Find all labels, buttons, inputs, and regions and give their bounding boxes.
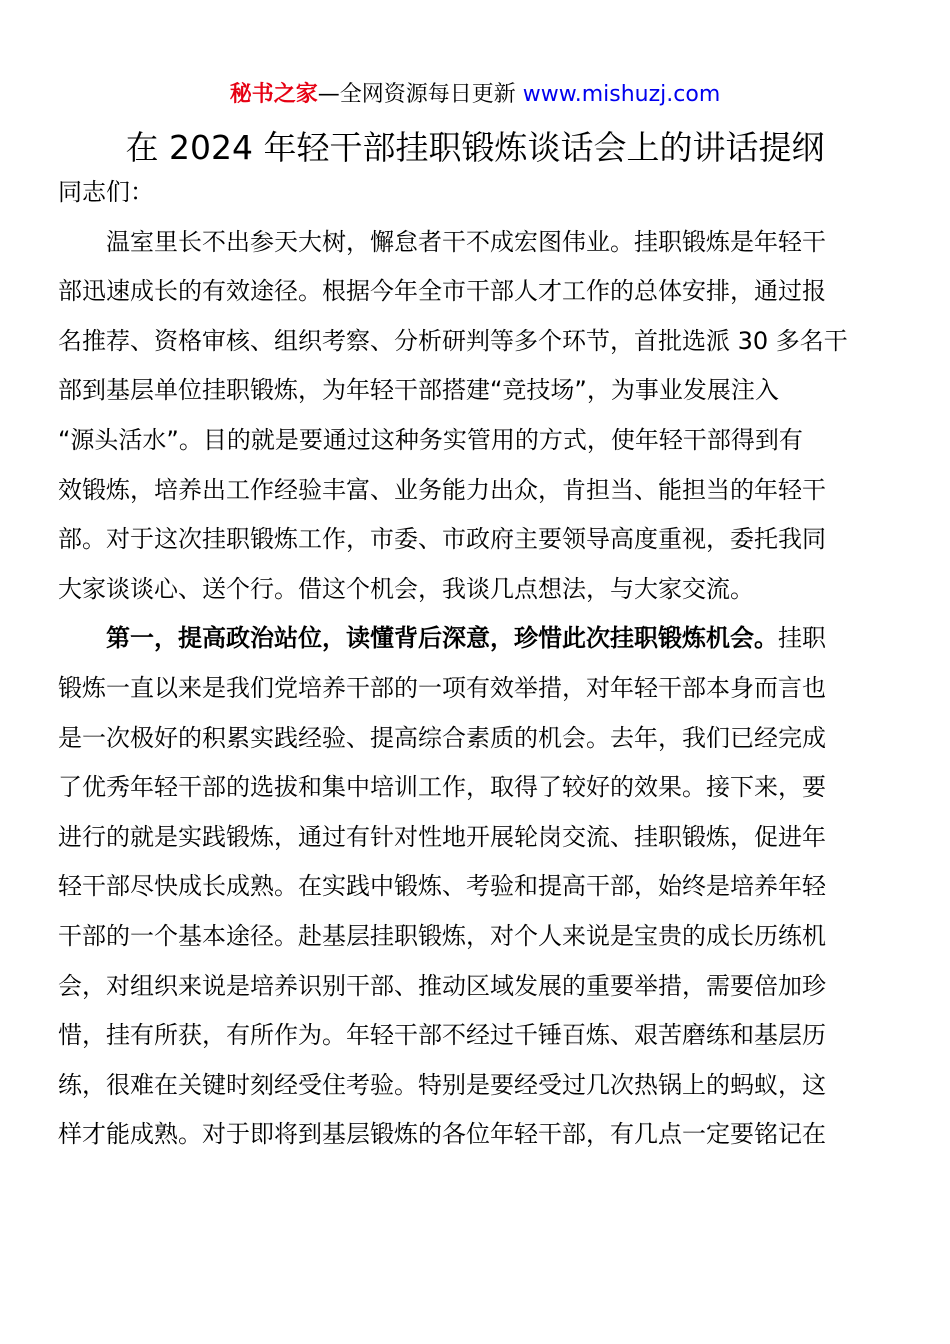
section-heading-line [58,614,888,664]
paragraph-line: 部。对于这次挂职锻炼工作，市委、市政府主要领导高度重视，委托我同 [58,525,826,554]
document-body [58,168,888,1160]
paragraph-line: 样才能成熟。对于即将到基层锻炼的各位年轻干部，有几点一定要铭记在 [58,1120,826,1149]
site-tagline: —全网资源每日更新 [317,82,523,107]
site-url-link[interactable]: www.mishuzj.com [522,82,721,107]
paragraph-line: 了优秀年轻干部的选拔和集中培训工作，取得了较好的效果。接下来，要 [58,773,826,802]
section-heading: 第一，提高政治站位，读懂背后深意，珍惜此次挂职锻炼机会。 [106,624,778,653]
paragraph-line: 练，很难在关键时刻经受住考验。特别是要经受过几次热锅上的蚂蚁，这 [58,1070,826,1099]
document-title: 在 2024 年轻干部挂职锻炼谈话会上的讲话提纲 [125,128,825,167]
paragraph-line: 是一次极好的积累实践经验、提高综合素质的机会。去年，我们已经完成 [58,723,826,752]
paragraph-line: 部迅速成长的有效途径。根据今年全市干部人才工作的总体安排，通过报 [58,277,826,306]
paragraph-line: “源头活水”。目的就是要通过这种务实管用的方式，使年轻干部得到有 [58,425,803,454]
salutation: 同志们： [58,178,154,206]
paragraph-line: 部到基层单位挂职锻炼，为年轻干部搭建“竞技场”，为事业发展注入 [58,376,779,405]
paragraph-line: 干部的一个基本途径。赴基层挂职锻炼，对个人来说是宝贵的成长历练机 [58,921,826,950]
paragraph-line: 进行的就是实践锻炼，通过有针对性地开展轮岗交流、挂职锻炼，促进年 [58,822,826,851]
paragraph-line: 温室里长不出参天大树，懈怠者干不成宏图伟业。挂职锻炼是年轻干 [106,227,826,256]
paragraph-line: 效锻炼，培养出工作经验丰富、业务能力出众，肯担当、能担当的年轻干 [58,475,826,504]
paragraph-line: 名推荐、资格审核、组织考察、分析研判等多个环节，首批选派 30 多名干 [58,326,848,355]
paragraph-line: 锻炼一直以来是我们党培养干部的一项有效举措，对年轻干部本身而言也 [58,673,826,702]
site-name: 秘书之家 [229,82,318,107]
paragraph-line: 惜，挂有所获，有所作为。年轻干部不经过千锤百炼、艰苦磨练和基层历 [58,1021,826,1050]
paragraph-line: 大家谈谈心、送个行。借这个机会，我谈几点想法，与大家交流。 [58,574,754,603]
section-heading-rest: 挂职 [778,624,826,653]
paragraph-line: 轻干部尽快成长成熟。在实践中锻炼、考验和提高干部，始终是培养年轻 [58,872,826,901]
site-banner [0,80,950,110]
paragraph-line: 会，对组织来说是培养识别干部、推动区域发展的重要举措，需要倍加珍 [58,971,826,1000]
